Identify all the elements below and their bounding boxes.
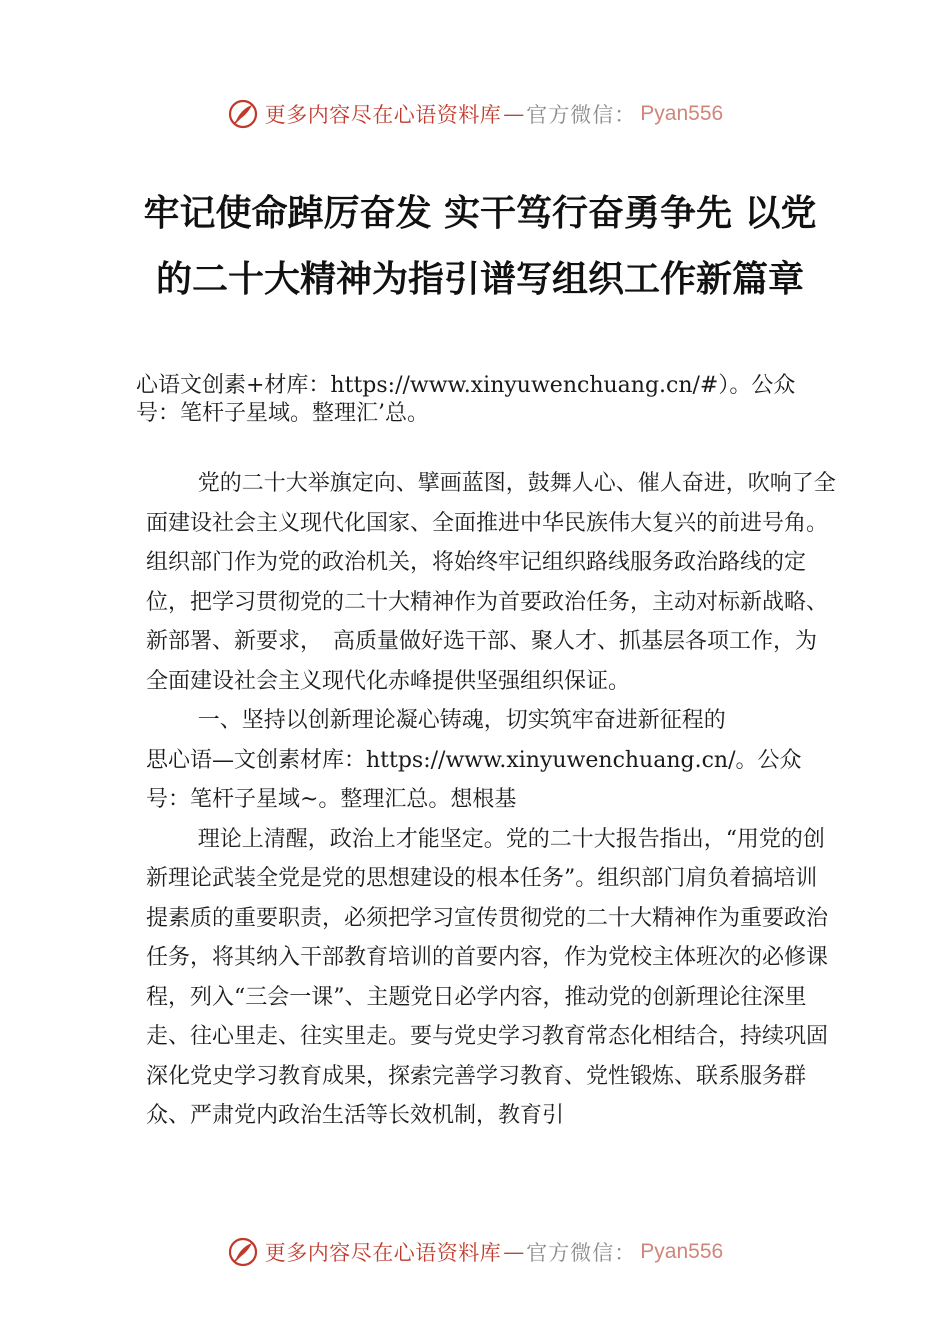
banner-site-text: 更多内容尽在心语资料库 — [264, 103, 502, 127]
quill-logo-icon — [227, 98, 259, 130]
body-paragraph: 理论上清醒，政治上才能坚定。党的二十大报告指出，“用党的创新理论武装全党是党的思想建设的根本任务”。组织部门肩负着搞培训提素质的重要职责，必须把学习宣传贯彻党的二十大精神作为重要政治任务，将其纳入干部教育培训的首要内容，作为党校主体班次的必修课程，列入“三会一课”、主题党日必学内容，推动党的创新理论往深里走、往心里走、往实里走。要与党史学习教育常态化相结合，持续巩固深化党史学习教育成果，探索完善学习教育、党性锻炼、联系服务群众、严肃党内政治生活等长效机制，教育引 — [146, 826, 829, 1128]
body-paragraph: 党的二十大举旗定向、擘画蓝图，鼓舞人心、催人奋进，吹响了全面建设社会主义现代化国家、全面推进中华民族伟大复兴的前进号角。组织部门作为党的政治机关，将始终牢记组织路线服务政治路线的定位，把学习贯彻党的二十大精神作为首要政治任务，主动对标新战略、新部署、新要求， 高质量做好选干部、聚人才、抓基层各项工作，为全面建设社会主义现代化赤峰提供坚强组织保证。 — [146, 471, 836, 694]
header-watermark-banner — [0, 94, 950, 134]
document-title: 牢记使命踔厉奋发 实干笃行奋勇争先 以党的二十大精神为指引谱写组织工作新篇章 — [143, 192, 817, 300]
section-heading: 一、坚持以创新理论凝心铸魂，切实筑牢奋进新征程的 — [197, 708, 726, 733]
source-note: 心语文创素+材库：https://www.xinyuwenchuang.cn/#）。公众号：笔杆子星域。整理汇’总。 — [136, 373, 796, 426]
document-body — [146, 464, 836, 1136]
banner-separator: — — [503, 1240, 525, 1264]
banner-wechat-label: 官方微信： — [526, 1241, 637, 1265]
banner-site-text: 更多内容尽在心语资料库 — [264, 1241, 502, 1265]
banner-wechat-id: Pyan556 — [640, 102, 724, 125]
watermark-inline-paragraph: 思心语—文创素材库：https://www.xinyuwenchuang.cn/。公众号：笔杆子星域~。整理汇总。想根基 — [146, 747, 802, 812]
banner-wechat-label: 官方微信： — [526, 103, 637, 127]
footer-watermark-banner — [0, 1232, 950, 1272]
banner-wechat-id: Pyan556 — [640, 1240, 724, 1263]
quill-logo-icon — [227, 1236, 259, 1268]
banner-separator: — — [503, 102, 525, 126]
